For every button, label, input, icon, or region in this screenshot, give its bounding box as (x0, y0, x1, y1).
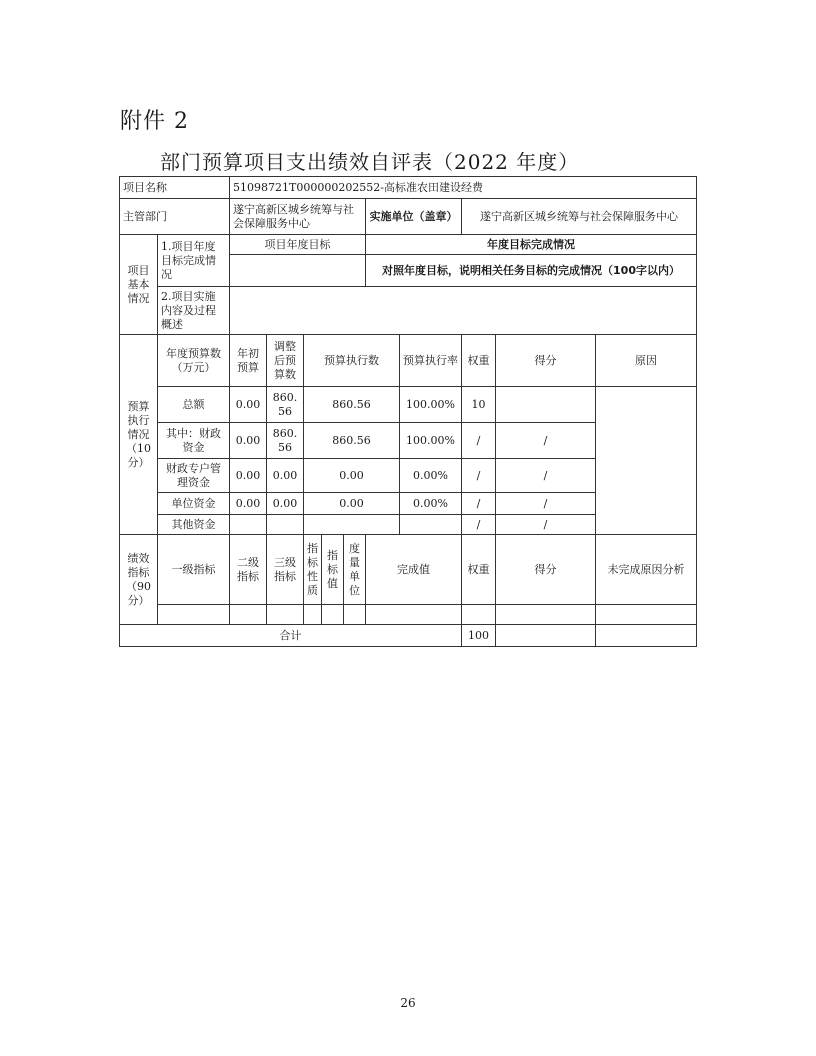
department-label: 主管部门 (120, 199, 230, 235)
implementation-content (230, 287, 697, 335)
budget-score-header: 得分 (496, 335, 596, 387)
initial-budget-header: 年初预算 (230, 335, 267, 387)
department-row (120, 199, 697, 235)
incomplete-reason-header: 未完成原因分析 (596, 535, 697, 605)
budget-row-label: 财政专户管理资金 (158, 459, 230, 493)
score-cell: / (496, 423, 596, 459)
completed-value-header: 完成值 (366, 535, 462, 605)
budget-row-label: 其中：财政资金 (158, 423, 230, 459)
budget-header-row (120, 335, 697, 387)
executed-budget-cell: 0.00 (304, 493, 400, 515)
implementation-row (120, 287, 697, 335)
budget-row-label: 总额 (158, 387, 230, 423)
basic-section-label: 项目基本情况 (120, 235, 158, 335)
indicator-nature-cell (304, 605, 322, 625)
page-title: 部门预算项目支出绩效自评表（2022 年度） (160, 150, 580, 174)
total-row (120, 625, 697, 647)
level1-indicator-cell (158, 605, 230, 625)
total-score (496, 625, 596, 647)
score-cell: / (496, 459, 596, 493)
executed-budget-cell: 0.00 (304, 459, 400, 493)
annual-goal-header: 项目年度目标 (230, 235, 366, 255)
project-name-row (120, 177, 697, 199)
performance-section-label: 绩效指标（90分） (120, 535, 158, 625)
weight-cell: / (462, 459, 496, 493)
incomplete-reason-cell (596, 605, 697, 625)
budget-section-label: 预算执行情况（10分） (120, 335, 158, 535)
score-cell: / (496, 515, 596, 535)
execution-rate-cell: 0.00% (400, 459, 462, 493)
execution-rate-cell (400, 515, 462, 535)
adjusted-budget-cell: 860.56 (267, 387, 304, 423)
annual-budget-header: 年度预算数（万元） (158, 335, 230, 387)
indicator-nature-header: 指标性质 (304, 535, 322, 605)
completed-value-cell (366, 605, 462, 625)
project-name-label: 项目名称 (120, 177, 230, 199)
goal-completion-header: 年度目标完成情况 (366, 235, 697, 255)
evaluation-table (119, 176, 697, 647)
performance-data-row (120, 605, 697, 625)
adjusted-budget-cell: 860.56 (267, 423, 304, 459)
performance-score-header: 得分 (496, 535, 596, 605)
level3-indicator-header: 三级指标 (267, 535, 304, 605)
budget-reason-header: 原因 (596, 335, 697, 387)
measure-unit-header: 度量单位 (344, 535, 366, 605)
executed-budget-cell: 860.56 (304, 387, 400, 423)
implementing-unit-label: 实施单位（盖章） (366, 199, 462, 235)
budget-weight-header: 权重 (462, 335, 496, 387)
initial-budget-cell: 0.00 (230, 423, 267, 459)
performance-weight-header: 权重 (462, 535, 496, 605)
budget-row-label: 单位资金 (158, 493, 230, 515)
weight-cell: 10 (462, 387, 496, 423)
budget-reason-content (596, 387, 697, 535)
score-cell (496, 605, 596, 625)
score-cell (496, 387, 596, 423)
annual-goal-content (230, 255, 366, 287)
initial-budget-cell: 0.00 (230, 387, 267, 423)
executed-budget-cell (304, 515, 400, 535)
adjusted-budget-cell (267, 515, 304, 535)
executed-budget-cell: 860.56 (304, 423, 400, 459)
weight-cell: / (462, 515, 496, 535)
implementation-label: 2.项目实施内容及过程概述 (158, 287, 230, 335)
execution-rate-cell: 100.00% (400, 423, 462, 459)
implementing-unit-value: 遂宁高新区城乡统筹与社会保障服务中心 (462, 199, 697, 235)
executed-budget-header: 预算执行数 (304, 335, 400, 387)
measure-unit-cell (344, 605, 366, 625)
performance-header-row (120, 535, 697, 605)
goal-completion-label: 1.项目年度目标完成情况 (158, 235, 230, 287)
execution-rate-cell: 0.00% (400, 493, 462, 515)
page-number: 26 (400, 996, 416, 1010)
initial-budget-cell: 0.00 (230, 493, 267, 515)
weight-cell: / (462, 493, 496, 515)
indicator-value-cell (322, 605, 344, 625)
level2-indicator-cell (230, 605, 267, 625)
initial-budget-cell (230, 515, 267, 535)
basic-goal-header-row (120, 235, 697, 255)
level2-indicator-header: 二级指标 (230, 535, 267, 605)
initial-budget-cell: 0.00 (230, 459, 267, 493)
weight-cell (462, 605, 496, 625)
level3-indicator-cell (267, 605, 304, 625)
adjusted-budget-cell: 0.00 (267, 459, 304, 493)
level1-indicator-header: 一级指标 (158, 535, 230, 605)
budget-row-total (120, 387, 697, 423)
total-reason (596, 625, 697, 647)
adjusted-budget-header: 调整后预算数 (267, 335, 304, 387)
adjusted-budget-cell: 0.00 (267, 493, 304, 515)
score-cell: / (496, 493, 596, 515)
total-weight: 100 (462, 625, 496, 647)
total-label: 合计 (120, 625, 462, 647)
execution-rate-cell: 100.00% (400, 387, 462, 423)
budget-row-label: 其他资金 (158, 515, 230, 535)
weight-cell: / (462, 423, 496, 459)
department-value: 遂宁高新区城乡统筹与社会保障服务中心 (230, 199, 366, 235)
project-name-value: 51098721T000000202552-高标准农田建设经费 (230, 177, 697, 199)
execution-rate-header: 预算执行率 (400, 335, 462, 387)
annex-label: 附件 2 (120, 109, 189, 134)
goal-completion-note: 对照年度目标，说明相关任务目标的完成情况（100字以内） (366, 255, 697, 287)
indicator-value-header: 指标值 (322, 535, 344, 605)
